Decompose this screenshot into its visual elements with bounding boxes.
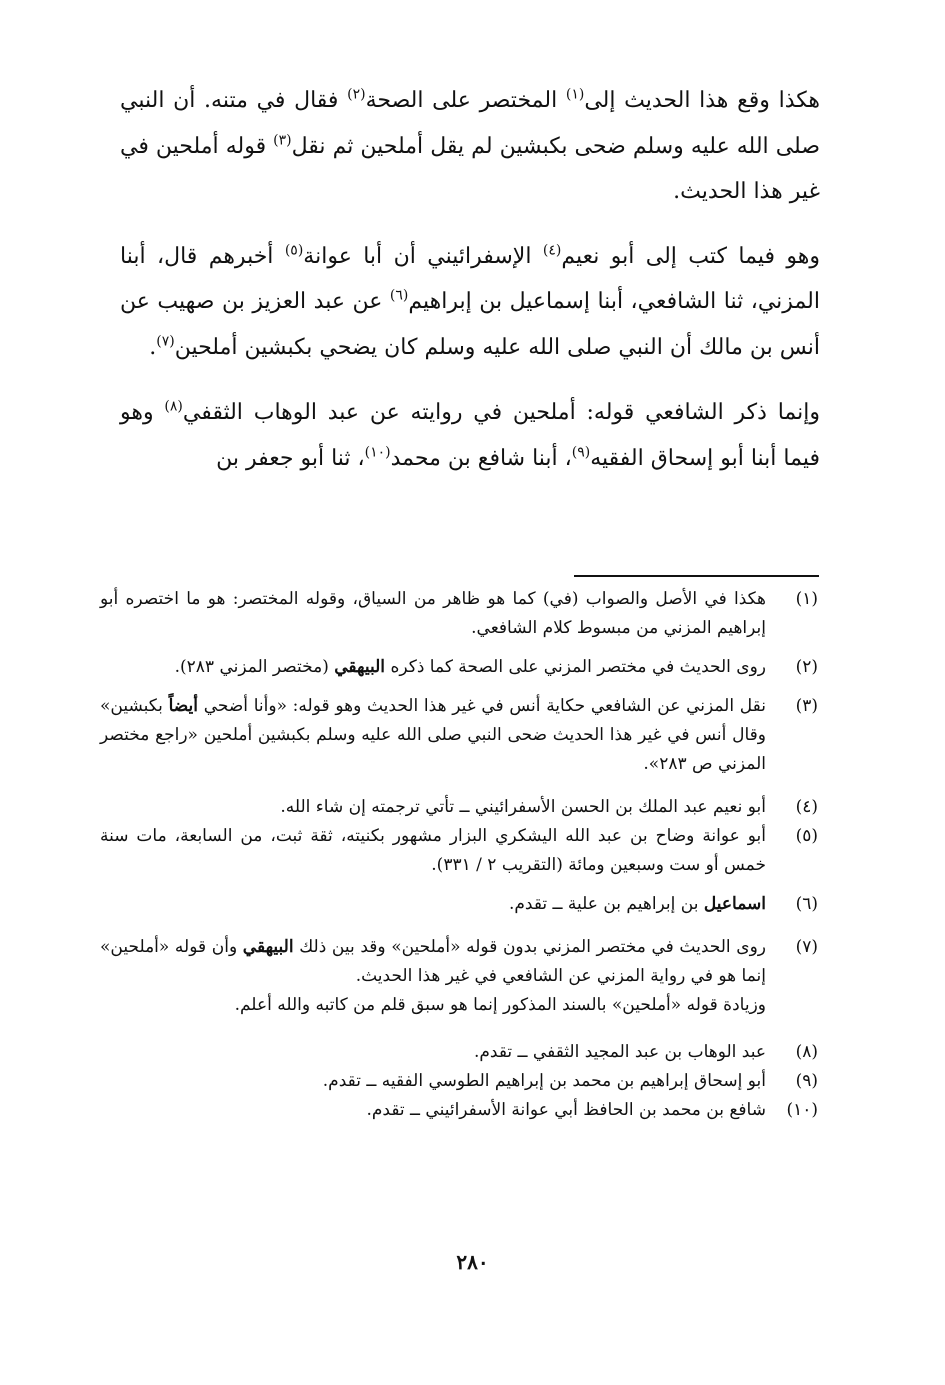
footnote-text	[100, 793, 766, 822]
footnote-text	[100, 585, 766, 643]
footnote-ref-10: (١٠)	[364, 444, 391, 461]
text-segment: الإسفرائيني أن أبا عوانة	[303, 243, 543, 269]
footnote-1	[100, 585, 818, 643]
footnote-4	[100, 793, 818, 822]
text-segment: فقال في متنه. أن النبي صلى الله عليه وسلم ضحى بكبشين لم يقل أملحين ثم نقل	[120, 88, 820, 159]
text-segment: بن إبراهيم بن علية ــ تقدم.	[508, 894, 704, 914]
main-text	[120, 78, 820, 481]
footnote-number: (٦)	[795, 894, 818, 914]
footnote-ref-3: (٣)	[273, 132, 292, 149]
text-segment: عبد الوهاب بن عبد المجيد الثقفي ــ تقدم.	[473, 1042, 766, 1062]
text-segment: أبو نعيم عبد الملك بن الحسن الأسفرائيني ــ تأتي ترجمته إن شاء الله.	[280, 797, 766, 817]
footnote-text	[100, 822, 766, 880]
text-segment: بكبشين» وقال أنس في غير هذا الحديث ضحى النبي صلى الله عليه وسلم بكبشين أملحين «راجع مختصر المزني ص ٢٨٣».	[100, 696, 766, 774]
footnote-ref-8: (٨)	[164, 398, 183, 415]
footnote-ref-5: (٥)	[284, 242, 304, 259]
footnote-text	[100, 890, 766, 919]
footnote-6	[100, 890, 818, 919]
text-segment: وهو فيما أبنا أبو إسحاق الفقيه	[120, 400, 820, 471]
footnote-ref-4: (٤)	[542, 242, 562, 259]
footnote-number: (٨)	[795, 1042, 818, 1062]
footnote-text	[100, 933, 766, 991]
text-segment: روى الحديث في مختصر المزني على الصحة كما ذكره	[385, 657, 766, 677]
footnote-ref-6: (٦)	[389, 287, 409, 304]
footnote-text	[100, 653, 766, 682]
footnote-text	[100, 1096, 766, 1125]
text-segment-bold: البيهقي	[334, 657, 386, 677]
footnote-8	[100, 1038, 818, 1067]
paragraph-1	[120, 78, 820, 215]
footnote-ref-2: (٢)	[347, 86, 366, 103]
text-segment: نقل المزني عن الشافعي حكاية أنس في غير هذا الحديث وهو قوله: «وأنا أضحي	[198, 696, 767, 716]
footnote-7-continuation: وزيادة قوله «أملحين» بالسند المذكور إنما هو سبق قلم من كاتبه والله أعلم.	[234, 995, 766, 1015]
footnote-number: (٢)	[795, 657, 818, 677]
text-segment: هكذا في الأصل والصواب (في) كما هو ظاهر من السياق، وقوله المختصر: هو ما اختصره أبو إبراهيم المزني من مبسوط كلام الشافعي.	[100, 589, 766, 638]
footnote-text	[100, 1038, 766, 1067]
text-segment-bold: أيضاً	[168, 696, 198, 716]
footnote-text	[100, 1067, 766, 1096]
page-number: ٢٨٠	[456, 1250, 489, 1274]
paragraph-2	[120, 234, 820, 371]
text-segment: المختصر على الصحة	[365, 88, 566, 113]
text-segment: (مختصر المزني ٢٨٣).	[174, 657, 335, 677]
footnote-number: (٣)	[795, 696, 818, 716]
paragraph-3	[120, 390, 820, 481]
footnote-7	[100, 933, 818, 991]
text-segment: روى الحديث في مختصر المزني بدون قوله «أملحين» وقد بين ذلك	[293, 937, 766, 957]
text-segment: وأن قوله «أملحين» إنما هو في رواية المزني عن الشافعي في غير هذا الحديث.	[100, 937, 766, 986]
footnote-number: (٧)	[795, 937, 818, 957]
text-segment: أخبرهم قال، أبنا المزني، ثنا الشافعي، أبنا إسماعيل بن إبراهيم	[120, 243, 820, 314]
text-segment-bold: البيهقي	[242, 937, 294, 957]
text-segment: عن عبد العزيز بن صهيب عن أنس بن مالك أن النبي صلى الله عليه وسلم كان يضحي بكبشين أملحين	[120, 289, 820, 360]
text-segment: ، ثنا أبو جعفر بن	[216, 445, 365, 471]
footnote-10	[100, 1096, 818, 1125]
footnote-number: (١٠)	[786, 1100, 818, 1120]
footnote-ref-1: (١)	[565, 86, 585, 103]
footnote-text	[100, 692, 766, 779]
text-segment: أبو عوانة وضاح بن عبد الله اليشكري البزار مشهور بكنيته، ثقة ثبت، من السابعة، مات سنة خمس أو ست وسبعين ومائة (التقريب ٢ / ٣٣١).	[100, 826, 766, 875]
text-segment: هكذا وقع هذا الحديث إلى	[584, 88, 820, 113]
footnote-ref-7: (٧)	[156, 333, 175, 350]
text-segment: وهو فيما كتب إلى أبو نعيم	[561, 243, 820, 269]
text-segment: .	[149, 334, 157, 360]
text-segment: قوله أملحين في غير هذا الحديث.	[120, 133, 820, 204]
footnote-number: (١)	[795, 589, 818, 609]
footnote-3	[100, 692, 818, 779]
footnote-2	[100, 653, 818, 682]
text-segment-bold: اسماعيل	[703, 894, 766, 914]
footnote-9	[100, 1067, 818, 1096]
text-segment: وإنما ذكر الشافعي قوله: أملحين في روايته عن عبد الوهاب الثقفي	[182, 400, 820, 425]
footnote-ref-9: (٩)	[571, 444, 591, 461]
footnote-number: (٥)	[795, 826, 818, 846]
footnote-number: (٩)	[795, 1071, 818, 1091]
text-segment: ، أبنا شافع بن محمد	[390, 445, 572, 471]
footnote-separator	[574, 575, 819, 577]
text-segment: شافع بن محمد بن الحافظ أبي عوانة الأسفرائيني ــ تقدم.	[366, 1100, 766, 1120]
footnotes	[100, 585, 818, 1125]
footnote-5	[100, 822, 818, 880]
footnote-number: (٤)	[795, 797, 818, 817]
text-segment: أبو إسحاق إبراهيم بن محمد بن إبراهيم الطوسي الفقيه ــ تقدم.	[322, 1071, 766, 1091]
